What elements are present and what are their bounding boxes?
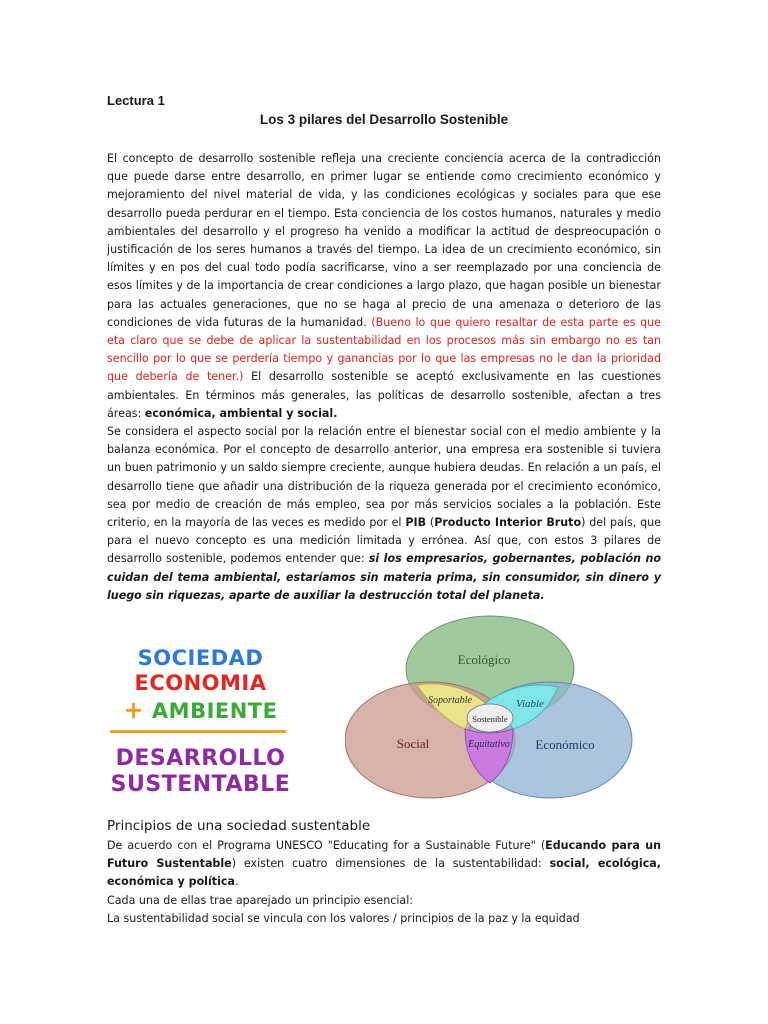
- section-2-text: [107, 837, 661, 928]
- bullet-item: [107, 910, 661, 928]
- venn-label-sostenible: Sostenible: [472, 714, 508, 724]
- pib-full: Producto Interior Bruto: [434, 516, 582, 530]
- three-areas: económica, ambiental y social.: [144, 406, 338, 420]
- paragraph-2-text-a: Se considera el aspecto social por la relación entre el bienestar social con el medio ambiente y la balanza económica. Por el concepto de desarrollo anterior, una empresa era sostenible si tuviera un buen patrimonio y un saldo siempre creciente, aunque hubiera deudas. En relación a un país, el desarrollo tiene que añadir una distribución de la riqueza generada por el crecimiento económico, sea por medio de creación de más empleo, sea por más servicios sociales a la población. Este criterio, en la mayoría de las veces es medido por el: [107, 425, 661, 530]
- unesco-translation: Educando para un Futuro Sustentable: [107, 839, 661, 871]
- logo-divider: [110, 730, 286, 733]
- bullet-text: La sustentabilidad social se vincula con los valores / principios de la paz y la equidad: [107, 911, 580, 925]
- section-heading: Principios de una sociedad sustentable: [107, 818, 371, 834]
- unesco-text-b: ) existen cuatro dimensiones de la sustentabilidad:: [231, 857, 550, 871]
- logo-sustentable: SUSTENTABLE: [110, 772, 291, 797]
- logo-sociedad: SOCIEDAD: [137, 646, 264, 670]
- paragraph-1-continuation: El desarrollo sostenible se aceptó exclusivamente en las cuestiones ambientales. En términos más generales, las políticas de desarrollo sostenible, afectan a tres áreas:: [107, 370, 661, 420]
- conclusion: si los empresarios, gobernantes, población no cuidan del tema ambiental, estaríamos sin materia prima, sin consumidor, sin dinero y luego sin riquezas, aparte de auxiliar la destrucción total del planeta.: [107, 552, 662, 602]
- unesco-text-a: De acuerdo con el Programa UNESCO "Educating for a Sustainable Future" (: [107, 839, 546, 852]
- four-dimensions: social, ecológica, económica y política: [107, 857, 661, 889]
- plus-icon: +: [123, 696, 145, 724]
- section-2-paragraph-1: [107, 837, 661, 892]
- lecture-label: Lectura 1: [107, 93, 165, 108]
- document-title: Los 3 pilares del Desarrollo Sostenible: [259, 112, 509, 127]
- venn-label-equitativo: Equitativo: [468, 739, 510, 750]
- logo-desarrollo: DESARROLLO: [115, 746, 286, 771]
- period: .: [234, 875, 239, 889]
- venn-diagram: [345, 615, 635, 811]
- sociedad-economia-ambiente-logo: [108, 642, 293, 802]
- paragraph-1-intro: El concepto de desarrollo sostenible refleja una creciente conciencia acerca de la contradicción que puede darse entre desarrollo, en primer lugar se entiende como crecimiento económico y mejoramiento del nivel material de vida, y las condiciones ecológicas y sociales para que ese desarrollo pueda perdurar en el tiempo. Esta conciencia de los costos humanos, naturales y medio ambientales del desarrollo y el progreso ha venido a modificar la actitud de despreocupación o justificación de los seres humanos a través del tiempo. La idea de un crecimiento económico, sin límites y en pos del cual todo podía sacrificarse, vino a ser reemplazado por una conciencia de esos límites y de la importancia de crear condiciones a largo plazo, que hagan posible un bienestar para las actuales generaciones, que no se haga al precio de una amenaza o deterioro de las condiciones de vida futuras de la humanidad.: [107, 152, 661, 329]
- main-text: [107, 150, 661, 605]
- pib-acronym: PIB: [405, 516, 427, 530]
- paragraph-1: [107, 150, 661, 423]
- logo-economia: ECONOMIA: [134, 671, 267, 695]
- red-annotation: (Bueno lo que quiero resaltar de esta parte es que eta claro que se debe de aplicar la sustentabilidad en los procesos más sin embargo no es tan sencillo por lo que se perdería tiempo y ganancias por lo que las empresas no le dan la prioridad que debería de tener.): [107, 315, 661, 384]
- venn-label-social: Social: [396, 736, 430, 751]
- paragraph-2-text-b: ) del país, que para el nuevo concepto es una medición limitada y errónea. Así que, con estos 3 pilares de desarrollo sostenible, podemos entender que:: [107, 516, 661, 566]
- venn-label-viable: Viable: [516, 698, 544, 710]
- venn-label-ecologico: Ecológico: [457, 652, 511, 667]
- section-2-paragraph-2: Cada una de ellas trae aparejado un principio esencial:: [107, 893, 414, 907]
- venn-label-economico: Económico: [535, 737, 595, 752]
- paren-open: (: [426, 516, 435, 530]
- venn-label-soportable: Soportable: [428, 695, 472, 706]
- paragraph-2: [107, 423, 661, 605]
- logo-ambiente-line: [108, 696, 293, 724]
- logo-ambiente: AMBIENTE: [151, 699, 278, 723]
